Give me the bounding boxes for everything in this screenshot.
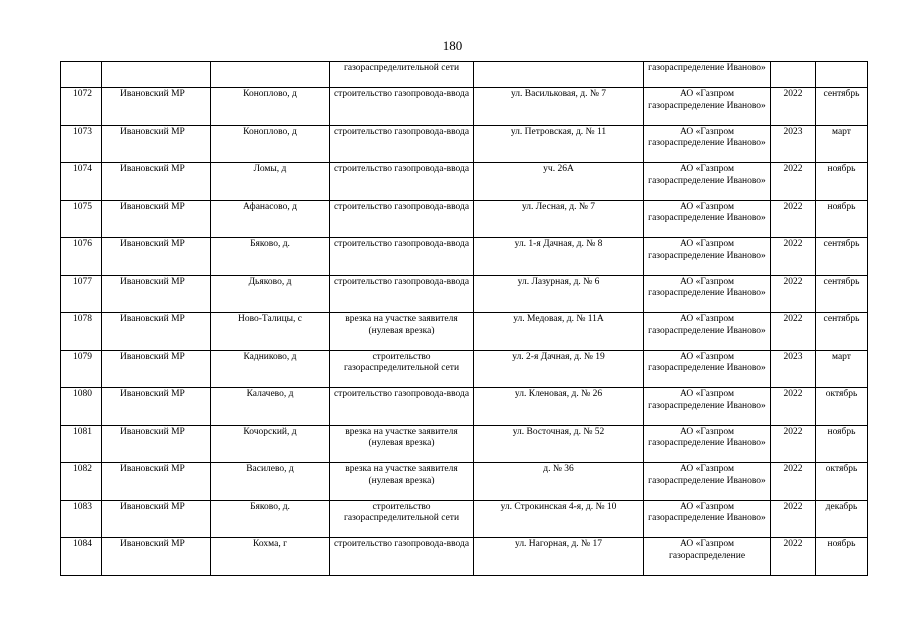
address-cell: д. № 36 — [474, 463, 644, 501]
table-row — [61, 463, 868, 501]
organization-cell: АО «Газпром газораспределение Иваново» — [644, 200, 771, 238]
district-cell: Ивановский МР — [102, 313, 211, 351]
month-cell: ноябрь — [816, 538, 868, 576]
work-type-cell: строительство газопровода-ввода — [330, 388, 474, 426]
table-row — [61, 125, 868, 163]
address-cell: ул. 2-я Дачная, д. № 19 — [474, 350, 644, 388]
work-type-cell: строительство газопровода-ввода — [330, 163, 474, 201]
work-type-cell: строительство газораспределительной сети — [330, 350, 474, 388]
table-row — [61, 425, 868, 463]
organization-cell: АО «Газпром газораспределение Иваново» — [644, 88, 771, 126]
settlement-cell — [211, 62, 330, 88]
settlement-cell: Кохма, г — [211, 538, 330, 576]
organization-cell: АО «Газпром газораспределение Иваново» — [644, 388, 771, 426]
table-row — [61, 238, 868, 276]
address-cell: ул. Медовая, д. № 11А — [474, 313, 644, 351]
month-cell — [816, 62, 868, 88]
table-row — [61, 350, 868, 388]
settlement-cell: Ново-Талицы, с — [211, 313, 330, 351]
work-type-cell: строительство газопровода-ввода — [330, 88, 474, 126]
district-cell: Ивановский МР — [102, 88, 211, 126]
document-table — [60, 61, 868, 576]
year-cell: 2022 — [771, 163, 816, 201]
work-type-cell: врезка на участке заявителя (нулевая врезка) — [330, 463, 474, 501]
organization-cell: АО «Газпром газораспределение Иваново» — [644, 238, 771, 276]
address-cell: ул. Кленовая, д. № 26 — [474, 388, 644, 426]
row-number-cell — [61, 62, 102, 88]
district-cell: Ивановский МР — [102, 463, 211, 501]
month-cell: сентябрь — [816, 275, 868, 313]
work-type-cell: врезка на участке заявителя (нулевая врезка) — [330, 313, 474, 351]
organization-cell: АО «Газпром газораспределение — [644, 538, 771, 576]
organization-cell: АО «Газпром газораспределение Иваново» — [644, 463, 771, 501]
work-type-cell: газораспределительной сети — [330, 62, 474, 88]
table-row — [61, 388, 868, 426]
table-row — [61, 275, 868, 313]
month-cell: сентябрь — [816, 88, 868, 126]
work-type-cell: строительство газопровода-ввода — [330, 125, 474, 163]
table-row — [61, 163, 868, 201]
district-cell: Ивановский МР — [102, 125, 211, 163]
district-cell: Ивановский МР — [102, 238, 211, 276]
work-type-cell: строительство газопровода-ввода — [330, 538, 474, 576]
district-cell: Ивановский МР — [102, 425, 211, 463]
settlement-cell: Кочорский, д — [211, 425, 330, 463]
settlement-cell: Бяково, д. — [211, 500, 330, 538]
district-cell: Ивановский МР — [102, 538, 211, 576]
month-cell: сентябрь — [816, 238, 868, 276]
month-cell: декабрь — [816, 500, 868, 538]
year-cell: 2022 — [771, 200, 816, 238]
district-cell — [102, 62, 211, 88]
page-number: 180 — [442, 38, 463, 53]
table-row — [61, 200, 868, 238]
year-cell: 2022 — [771, 500, 816, 538]
row-number-cell: 1079 — [61, 350, 102, 388]
row-number-cell: 1084 — [61, 538, 102, 576]
settlement-cell: Коноплово, д — [211, 88, 330, 126]
address-cell: ул. Лазурная, д. № 6 — [474, 275, 644, 313]
row-number-cell: 1076 — [61, 238, 102, 276]
month-cell: сентябрь — [816, 313, 868, 351]
year-cell: 2022 — [771, 538, 816, 576]
district-cell: Ивановский МР — [102, 275, 211, 313]
work-type-cell: строительство газораспределительной сети — [330, 500, 474, 538]
year-cell: 2022 — [771, 463, 816, 501]
address-cell: ул. Восточная, д. № 52 — [474, 425, 644, 463]
year-cell: 2022 — [771, 388, 816, 426]
row-number-cell: 1080 — [61, 388, 102, 426]
district-cell: Ивановский МР — [102, 350, 211, 388]
address-cell: уч. 26А — [474, 163, 644, 201]
settlement-cell: Бяково, д. — [211, 238, 330, 276]
organization-cell: АО «Газпром газораспределение Иваново» — [644, 125, 771, 163]
row-number-cell: 1083 — [61, 500, 102, 538]
work-type-cell: строительство газопровода-ввода — [330, 200, 474, 238]
year-cell: 2022 — [771, 88, 816, 126]
organization-cell: АО «Газпром газораспределение Иваново» — [644, 425, 771, 463]
address-cell: ул. Лесная, д. № 7 — [474, 200, 644, 238]
settlement-cell: Василево, д — [211, 463, 330, 501]
table-row — [61, 62, 868, 88]
address-cell: ул. Васильковая, д. № 7 — [474, 88, 644, 126]
month-cell: ноябрь — [816, 425, 868, 463]
address-cell: ул. 1-я Дачная, д. № 8 — [474, 238, 644, 276]
year-cell: 2022 — [771, 275, 816, 313]
address-cell — [474, 62, 644, 88]
settlement-cell: Ломы, д — [211, 163, 330, 201]
month-cell: ноябрь — [816, 163, 868, 201]
district-cell: Ивановский МР — [102, 500, 211, 538]
year-cell: 2022 — [771, 425, 816, 463]
organization-cell: АО «Газпром газораспределение Иваново» — [644, 350, 771, 388]
organization-cell: АО «Газпром газораспределение Иваново» — [644, 500, 771, 538]
row-number-cell: 1082 — [61, 463, 102, 501]
district-cell: Ивановский МР — [102, 200, 211, 238]
table-row — [61, 88, 868, 126]
work-type-cell: строительство газопровода-ввода — [330, 275, 474, 313]
settlement-cell: Калачево, д — [211, 388, 330, 426]
month-cell: март — [816, 350, 868, 388]
month-cell: октябрь — [816, 388, 868, 426]
row-number-cell: 1074 — [61, 163, 102, 201]
row-number-cell: 1081 — [61, 425, 102, 463]
district-cell: Ивановский МР — [102, 388, 211, 426]
address-cell: ул. Петровская, д. № 11 — [474, 125, 644, 163]
settlement-cell: Афанасово, д — [211, 200, 330, 238]
year-cell: 2022 — [771, 238, 816, 276]
row-number-cell: 1078 — [61, 313, 102, 351]
table-row — [61, 500, 868, 538]
row-number-cell: 1072 — [61, 88, 102, 126]
organization-cell: АО «Газпром газораспределение Иваново» — [644, 163, 771, 201]
year-cell — [771, 62, 816, 88]
month-cell: октябрь — [816, 463, 868, 501]
address-cell: ул. Нагорная, д. № 17 — [474, 538, 644, 576]
year-cell: 2022 — [771, 313, 816, 351]
work-type-cell: строительство газопровода-ввода — [330, 238, 474, 276]
district-cell: Ивановский МР — [102, 163, 211, 201]
year-cell: 2023 — [771, 125, 816, 163]
table-row — [61, 538, 868, 576]
month-cell: ноябрь — [816, 200, 868, 238]
row-number-cell: 1075 — [61, 200, 102, 238]
month-cell: март — [816, 125, 868, 163]
settlement-cell: Дьяково, д — [211, 275, 330, 313]
organization-cell: АО «Газпром газораспределение Иваново» — [644, 275, 771, 313]
organization-cell: АО «Газпром газораспределение Иваново» — [644, 313, 771, 351]
address-cell: ул. Строкинская 4-я, д. № 10 — [474, 500, 644, 538]
work-type-cell: врезка на участке заявителя (нулевая врезка) — [330, 425, 474, 463]
organization-cell: газораспределение Иваново» — [644, 62, 771, 88]
row-number-cell: 1073 — [61, 125, 102, 163]
year-cell: 2023 — [771, 350, 816, 388]
settlement-cell: Коноплово, д — [211, 125, 330, 163]
settlement-cell: Кадниково, д — [211, 350, 330, 388]
table-row — [61, 313, 868, 351]
row-number-cell: 1077 — [61, 275, 102, 313]
